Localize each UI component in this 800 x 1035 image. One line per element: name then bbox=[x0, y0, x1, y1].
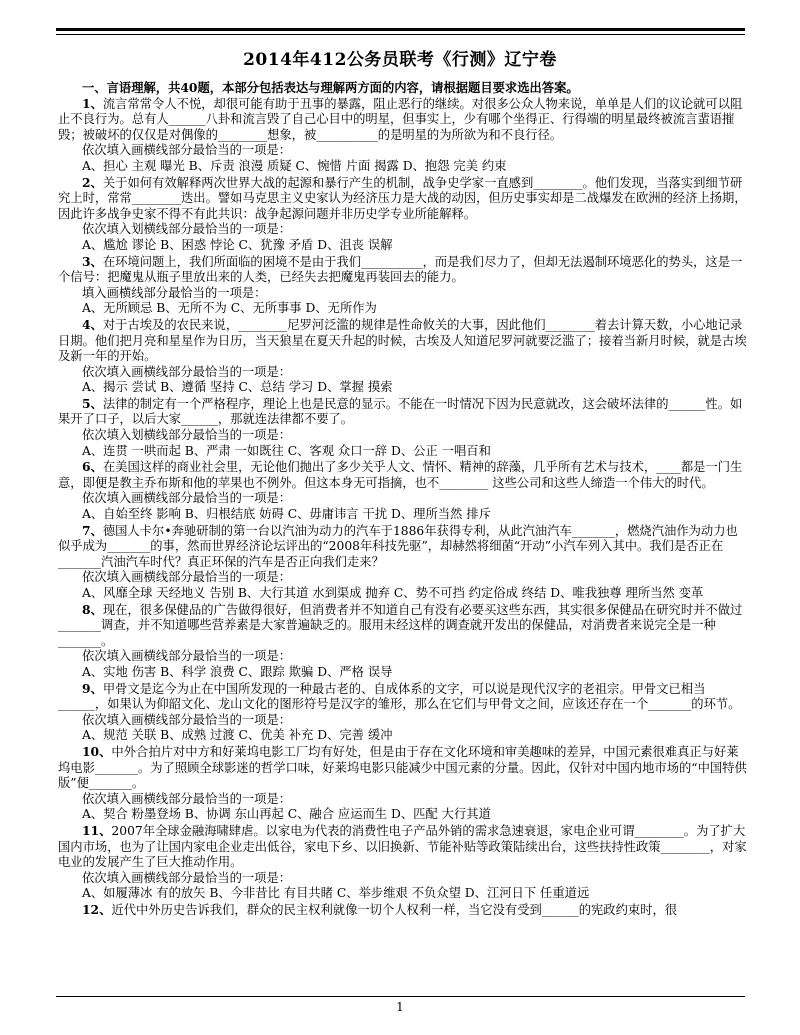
bottom-border bbox=[56, 996, 745, 997]
question-number: 2、 bbox=[82, 174, 103, 190]
question-number: 3、 bbox=[82, 253, 103, 269]
question-stem: 2007年全球金融海啸肆虐。以家电为代表的消费性电子产品外销的需求急速衰退，家电企业可谓________。为了扩大国内市场，也为了让国内家电企业走出低谷，家电下乡、以旧换新、节能补贴等政策陆续出台，这些扶持性政策________，对家电业的发展产生了巨大推动作用。 bbox=[58, 823, 747, 870]
section-heading: 一、言语理解，共40题，本部分包括表达与理解两方面的内容，请根据题目要求选出答案。 bbox=[82, 80, 579, 95]
question-stem: 德国人卡尔•奔驰研制的第一台以汽油为动力的汽车于1886年获得专利，从此汽油汽车_______，燃烧汽油作为动力也似乎成为_______的事，然而世界经济论坛评出的“2008年科技先驱”，却赫然将细菌“开动”小汽车列入其中。我们是否正在_______汽油汽车时代？真正环保的汽车是否正向我们走来？ bbox=[58, 523, 738, 569]
question-instruction: 填入画横线部分最恰当的一项是： bbox=[82, 285, 267, 300]
answer-options: A、规范 关联 B、成熟 过渡 C、优美 补充 D、完善 缓冲 bbox=[82, 728, 393, 743]
question-text bbox=[58, 523, 750, 571]
page-number: 1 bbox=[396, 1000, 404, 1014]
question-number: 6、 bbox=[82, 459, 103, 475]
question-instruction: 依次填入划横线部分最恰当的一项是： bbox=[82, 428, 292, 443]
question-number: 9、 bbox=[82, 680, 103, 696]
question-instruction: 依次填入画横线部分最恰当的一项是： bbox=[82, 570, 292, 585]
question-stem: 现在，很多保健品的广告做得很好，但消费者并不知道自己有没有必要买这些东西，其实很多保健品在研究时并不做过_______调查，并不知道哪些营养素是大家普遍缺乏的。服用未经这样的调查就开发出的保健品，对消费者来说完全是一种_______。 bbox=[58, 602, 743, 648]
question-text bbox=[58, 459, 750, 491]
question-stem: 法律的制定有一个严格程序，理论上也是民意的显示。不能在一时情况下因为民意就改，这会破坏法律的______性。如果开了口子，以后大家______，那就连法律都不要了。 bbox=[58, 396, 743, 427]
document-title: 2014年412公务员联考《行测》辽宁卷 bbox=[243, 50, 557, 70]
question-number: 12、 bbox=[82, 901, 112, 917]
question-stem: 对于古埃及的农民来说，________尼罗河泛滥的规律是性命攸关的大事，因此他们________着去计算天数，小心地记录日期。他们把月亮和星星作为日历，当天狼星在夏天升起的时候，古埃及人知道尼罗河就要泛滥了；接着当新月时候，就是古埃及新一年的开始。 bbox=[58, 317, 747, 364]
question-instruction: 依次填入画横线部分最恰当的一项是： bbox=[82, 491, 292, 506]
question-number: 10、 bbox=[82, 743, 112, 759]
question-text bbox=[58, 317, 750, 365]
question-text bbox=[58, 602, 750, 650]
question-text bbox=[58, 396, 750, 428]
question-stem: 流言常常令人不悦，却很可能有助于丑事的暴露，阻止恶行的继续。对很多公众人物来说，单单是人们的议论就可以阻止不良行为。总有人______八卦和流言毁了自己心目中的明星，但事实上，少有哪个坐得正、行得端的明星最终被流言蜚语摧毁；被破坏的仅仅是对偶像的________想象，被__________的是明星的为所欲为和不良行径。 bbox=[58, 96, 743, 142]
answer-options: A、无所顾忌 B、无所不为 C、无所事事 D、无所作为 bbox=[82, 301, 377, 316]
question-instruction: 依次填入画横线部分最恰当的一项是： bbox=[82, 364, 292, 379]
question-stem: 在美国这样的商业社会里，无论他们抛出了多少关乎人文、情怀、精神的辞藻，几乎所有艺术与技术，____都是一门生意，即便是教主乔布斯和他的苹果也不例外。但这本身无可指摘，也不________ 这些公司和这些人缔造一个伟大的时代。 bbox=[58, 460, 743, 490]
question-instruction: 依次填入画横线部分最恰当的一项是： bbox=[82, 791, 292, 806]
question-number: 7、 bbox=[82, 522, 103, 538]
answer-options: A、自始至终 影响 B、归根结底 妨碍 C、毋庸讳言 干扰 D、理所当然 排斥 bbox=[82, 507, 491, 522]
question-text bbox=[58, 254, 750, 286]
question-instruction: 依次填入画横线部分最恰当的一项是： bbox=[82, 870, 292, 885]
answer-options: A、担心 主观 曝光 B、斥责 浪漫 质疑 C、惋惜 片面 揭露 D、抱怨 完美 约束 bbox=[82, 158, 507, 173]
top-border-thin bbox=[56, 34, 745, 35]
answer-options: A、契合 粉墨登场 B、协调 东山再起 C、融合 应运而生 D、匹配 大行其道 bbox=[82, 807, 491, 822]
top-border-thick bbox=[56, 28, 745, 31]
answer-options: A、风靡全球 天经地义 告别 B、大行其道 水到渠成 抛弃 C、势不可挡 约定俗成 终结 D、唯我独尊 理所当然 变革 bbox=[82, 586, 704, 600]
question-instruction: 依次填入画横线部分最恰当的一项是： bbox=[82, 143, 292, 158]
question-text bbox=[58, 823, 750, 871]
question-stem: 关于如何有效解释两次世界大战的起源和暴行产生的机制，战争史学家一直感到________。他们发现，当落实到细节研究上时，常常________迭出。譬如马克思主义史家认为经济压力是大战的动因，但历史事实却是二战爆发在欧洲的经济上扬期，因此许多战争史家不得不有此共识：战争起源问题并非历史学专业所能解释。 bbox=[58, 175, 747, 221]
answer-options: A、如履薄冰 有的放矢 B、今非昔比 有目共睹 C、举步维艰 不负众望 D、江河日下 任重道远 bbox=[82, 886, 590, 901]
question-list bbox=[58, 96, 750, 919]
question-number: 5、 bbox=[82, 395, 103, 411]
answer-options: A、连贯 一哄而起 B、严肃 一如既往 C、客观 众口一辞 D、公正 一唱百和 bbox=[82, 443, 491, 458]
question-text bbox=[58, 681, 750, 713]
question-instruction: 依次填入画横线部分最恰当的一项是： bbox=[82, 649, 292, 664]
answer-options: A、尴尬 谬论 B、困惑 悖论 C、犹豫 矛盾 D、沮丧 误解 bbox=[82, 237, 393, 252]
question-number: 4、 bbox=[82, 316, 103, 332]
question-text bbox=[58, 175, 750, 223]
question-stem: 甲骨文是迄今为止在中国所发现的一种最古老的、自成体系的文字，可以说是现代汉字的老祖宗。甲骨文已相当______，如果认为仰韶文化、龙山文化的图形符号是汉字的雏形，那么在它们与甲骨文之间，应该还存在一个_______的环节。 bbox=[58, 681, 741, 712]
question-stem: 在环境问题上，我们所面临的困境不是由于我们__________，而是我们尽力了，但却无法遏制环境恶化的势头，这是一个信号：把魔鬼从瓶子里放出来的人类，已经失去把魔鬼再装回去的能力。 bbox=[58, 254, 743, 285]
question-number: 11、 bbox=[82, 822, 112, 838]
question-text bbox=[58, 96, 750, 144]
answer-options: A、实地 伤害 B、科学 浪费 C、跟踪 欺骗 D、严格 误导 bbox=[82, 664, 393, 679]
question-number: 1、 bbox=[82, 95, 103, 111]
question-text bbox=[58, 902, 750, 919]
question-instruction: 依次填入画横线部分最恰当的一项是： bbox=[82, 712, 292, 727]
question-text bbox=[58, 744, 750, 792]
document-body bbox=[58, 80, 750, 918]
question-instruction: 依次填入划横线部分最恰当的一项是： bbox=[82, 222, 292, 237]
question-number: 8、 bbox=[82, 601, 103, 617]
answer-options: A、揭示 尝试 B、遵循 坚持 C、总结 学习 D、掌握 摸索 bbox=[82, 380, 393, 395]
question-stem: 中外合拍片对中方和好莱坞电影工厂均有好处，但是由于存在文化环境和审美趣味的差异，中国元素很难真正与好莱坞电影_______。为了照顾全球影迷的哲学口味，好莱坞电影只能减少中国元素的分量。因此，仅针对中国内地市场的“中国特供版”便_______。 bbox=[58, 744, 747, 791]
question-stem: 近代中外历史告诉我们，群众的民主权利就像一切个人权利一样，当它没有受到______的宪政约束时，很 bbox=[111, 902, 678, 917]
